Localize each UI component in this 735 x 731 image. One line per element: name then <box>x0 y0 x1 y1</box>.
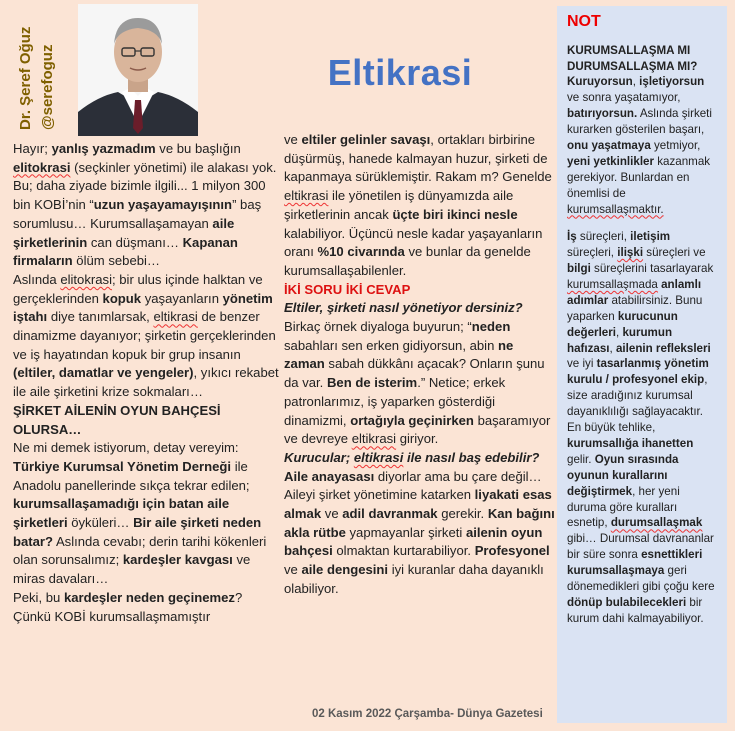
text-run: kopuk <box>102 290 142 306</box>
text-run: eltiler gelinler savaşı <box>301 132 431 147</box>
text-run: geri dönemedikleri gibi çoğu kere <box>567 564 715 594</box>
text-run: eltikrasi <box>351 431 397 447</box>
text-run: yanlış yazmadım <box>51 141 156 156</box>
text-run: ailenin oyun bahçesi <box>284 524 543 559</box>
text-run: İKİ SORU İKİ CEVAP <box>284 281 411 297</box>
text-run: kardeşler neden geçinemez <box>63 589 235 605</box>
text-run: esnettikleri kurumsallaşmaya <box>567 548 703 578</box>
author-photo <box>78 4 198 136</box>
text-run: diye tanımlarsak, <box>47 309 154 325</box>
text-run: Ne mi demek istiyorum, detay vereyim: <box>13 440 239 456</box>
text-run: kurumsallığa ihanetten <box>567 436 694 450</box>
text-run: olmaktan kurtarabiliyor. <box>332 543 475 559</box>
text-run: can düşmanı… <box>87 234 183 250</box>
text-run: elitokrasi <box>60 271 112 287</box>
text-run: durumsallaşmak <box>610 516 703 530</box>
text-run: dönüp bulabilecekleri <box>567 596 687 609</box>
paragraph <box>284 468 556 599</box>
text-run: , yıkıcı rekabet ile aile şirketini krize sokmaları… <box>13 365 279 400</box>
text-run: yönetim iştahı <box>13 290 273 325</box>
text-run: eltikrasi <box>353 449 404 465</box>
text-run: ne zaman <box>284 337 514 372</box>
text-run: Eltiler, şirketi nasıl yönetiyor dersiniz? <box>284 300 523 316</box>
text-run: (seçkinler yönetimi) ile alakası yok. Bu; daha ziyade bizimle ilgili... 1 milyon 300 bin KOBİ’nin “ <box>13 159 277 213</box>
text-run: üçte biri ikinci nesle <box>392 206 518 222</box>
text-run: yetmiyor, <box>650 139 701 153</box>
article-column-1 <box>13 140 283 626</box>
text-run: , <box>632 75 640 89</box>
text-run: kardeşler kavgası <box>122 552 233 568</box>
text-run: süreçlerini tasarlayarak <box>590 261 714 275</box>
text-run: Birkaç örnek diyaloga buyurun; “ <box>284 319 472 335</box>
text-run: ilişki <box>617 246 644 260</box>
paragraph <box>13 271 283 290</box>
text-run: Aslında cevabı; derin tarihi kökenleri olan sorunsalımız; <box>13 533 267 568</box>
text-run: gibi… Durumsal davrananlar bir süre sonra <box>567 532 714 562</box>
paragraph <box>13 402 283 439</box>
text-run: diyorlar ama bu çare değil… Aileyi şirket yönetimine katarken <box>284 468 542 503</box>
text-run: Kan bağını akla rütbe <box>284 506 555 540</box>
text-run: Ben de isterim <box>326 375 418 391</box>
text-run: kurumsallaşmaktır. <box>567 202 664 216</box>
text-run: ” baş sorumlusu… Kurumsallaşamayan <box>13 197 262 231</box>
text-run: KURUMSALLAŞMA MI DURUMSALLAŞMA MI? <box>567 43 698 73</box>
article-column-2 <box>284 131 556 599</box>
text-run: Kurucular; <box>284 449 354 465</box>
text-run: ölüm sebebi… <box>72 253 161 269</box>
text-run: yaşayanların <box>141 290 223 306</box>
text-run: kurumsallaşamadığı için batan aile şirketleri <box>13 496 230 531</box>
text-run: gerekir. <box>437 506 488 522</box>
paragraph <box>567 43 719 218</box>
text-run: de benzer dinamizme dayanıyor; şirketin gerçeklerinden ve iş hayatından kopuk bir grup insanın <box>13 309 276 362</box>
text-run: sabah dükkânı açacak? Onların şunu da var. <box>284 356 545 391</box>
text-run: süreçleri, <box>576 230 631 244</box>
text-run: kurumun hafızası <box>567 325 673 355</box>
text-run: ile yönetilen iş dünyamızda aile şirketlerinin ancak <box>284 188 514 222</box>
text-run: işletiyorsun <box>639 75 705 89</box>
text-run: ve iyi <box>567 357 597 371</box>
text-run: giriyor. <box>396 431 439 447</box>
text-run: başaramıyor ve devreye <box>284 412 551 447</box>
text-run: ile Anadolu panellerinde sıkça tekrar edilen; <box>13 458 250 493</box>
note-sidebar <box>557 6 727 723</box>
text-run: Aile anayasası <box>284 468 375 484</box>
text-run: ve <box>321 506 343 522</box>
text-run: ile nasıl baş edebilir? <box>403 449 540 465</box>
text-run: Aslında <box>13 271 61 287</box>
text-run: neden <box>471 319 511 335</box>
text-run: süreçleri, <box>567 246 618 260</box>
text-run: sabahları sen erken gidiyorsun, abin <box>284 337 498 353</box>
text-run: elitokrasi <box>13 159 71 175</box>
text-run: anlamlı adımlar <box>567 277 702 307</box>
paragraph <box>13 439 283 589</box>
paragraph <box>284 299 556 449</box>
text-run: ve sonra yaşatamıyor, <box>567 91 681 105</box>
text-run: (eltiler, damatlar ve yengeler) <box>13 365 194 381</box>
text-run: kurucunun değerleri <box>567 309 678 339</box>
text-run: iletişim <box>630 230 671 244</box>
text-run: Bir aile şirketi neden batar? <box>13 515 262 549</box>
text-run: öyküleri… <box>67 515 134 531</box>
text-run: iyi kuranlar daha dayanıklı olabiliyor. <box>284 562 544 596</box>
text-run: , <box>615 325 623 339</box>
paragraph <box>284 281 556 300</box>
text-run: eltikrasi <box>284 188 329 204</box>
text-run: yeni yetkinlikler <box>567 154 654 168</box>
text-run: kalabiliyor. Üçüncü nesle kadar yaşayanların oranı <box>284 225 543 260</box>
note-body <box>567 43 719 627</box>
paragraph <box>284 131 556 281</box>
text-run: ŞİRKET AİLENİN OYUN BAHÇESİ OLURSA… <box>13 402 221 437</box>
article-title: Eltikrasi <box>327 52 473 93</box>
text-run: ? Çünkü KOBİ kurumsallaşmamıştır <box>13 589 243 624</box>
text-run: süreçleri ve <box>643 246 706 260</box>
text-run: .” Netice; erkek patronlarımız, iş yaparken gösterdiği dinamizmi, <box>284 375 506 428</box>
text-run: Oyun sırasında oyunun kurallarını değiştirmek <box>567 452 679 498</box>
text-run: Kapanan firmaların <box>13 234 238 269</box>
text-run: adil davranmak <box>342 506 438 522</box>
text-run: aile şirketlerinin <box>13 215 235 250</box>
text-run: ve bunlar da genelde kurumsallaşabilenler. <box>284 244 531 278</box>
text-run: gerçeklerinden <box>13 290 103 306</box>
text-run: ortağıyla geçinirken <box>350 412 474 428</box>
text-run: kurumsallaşmada <box>567 277 658 291</box>
text-run: Peki, bu <box>13 589 64 605</box>
text-run: Profesyonel <box>474 543 550 559</box>
text-run: aile dengesini <box>301 562 389 578</box>
text-run: ve <box>284 562 302 578</box>
text-run: ve bu başlığın <box>155 141 241 156</box>
note-title: NOT <box>567 13 601 30</box>
text-run: kazanmak gerekiyor. Bunlardan en önemlisi de <box>567 154 711 200</box>
text-run: Kuruyorsun <box>567 75 633 89</box>
text-run: gelir. <box>567 452 595 466</box>
paragraph <box>13 290 283 402</box>
text-run: eltikrasi <box>153 309 198 325</box>
publication-dateline: 02 Kasım 2022 Çarşamba- Dünya Gazetesi <box>312 708 543 720</box>
paragraph <box>13 140 283 271</box>
text-run: yapmayanlar şirketi <box>345 524 466 540</box>
text-run: bir kurum dahi kalmayabiliyor. <box>567 596 704 625</box>
text-run: , size aradığınız kurumsal dayanıklılığı sağlayacaktır. En büyük tehlike, <box>567 373 708 435</box>
text-run: atabilirsiniz. Bunu yaparken <box>567 293 703 323</box>
text-run: ve miras davaları… <box>13 552 251 587</box>
paragraph <box>284 449 556 468</box>
paragraph <box>567 229 719 627</box>
text-run: Türkiye Kurumsal Yönetim Derneği <box>13 458 232 474</box>
text-run: tasarlanmış yönetim kurulu / profesyonel ekip <box>567 357 709 387</box>
text-run: ve <box>284 132 302 147</box>
text-run: Aslında şirketi kurarken gösterilen başarı, <box>567 107 712 137</box>
text-run: onu yaşatmaya <box>567 139 651 153</box>
author-handle: @serefoguz <box>39 44 56 130</box>
text-run: liyakati esas almak <box>284 487 552 522</box>
paragraph <box>13 589 283 626</box>
text-run: %10 civarında <box>317 244 405 260</box>
text-run: batırıyorsun. <box>567 107 638 121</box>
text-run: , ortakları birbirine düşürmüş, hanede kalmayan huzur, şirketi de kapanmaya sürüklemiştir. Rakam m? Genelde <box>284 132 552 185</box>
text-run: , her yeni duruma göre kuralları esnetip, <box>567 484 680 530</box>
text-run: ailenin refleksleri <box>615 341 711 355</box>
author-name: Dr. Şeref Oğuz <box>17 26 34 130</box>
text-run: İş <box>567 230 577 244</box>
text-run: bilgi <box>567 261 591 275</box>
text-run: ; bir ulus içinde halktan ve <box>111 271 263 287</box>
text-run: Hayır; <box>13 141 52 156</box>
author-byline-vertical <box>8 12 66 132</box>
text-run: , <box>609 341 616 355</box>
text-run: uzun yaşayamayışının <box>93 197 233 213</box>
